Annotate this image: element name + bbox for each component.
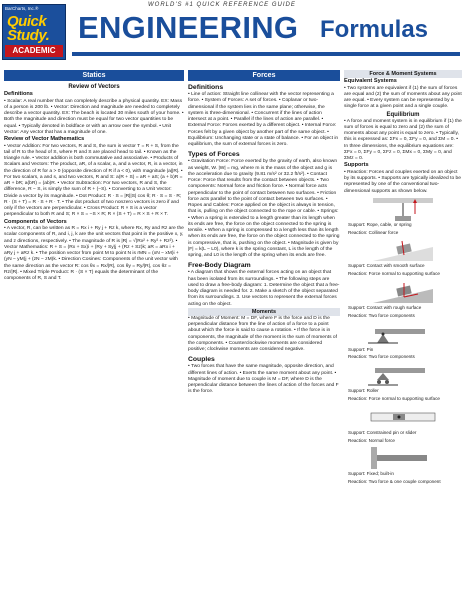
- reaction-label-1: Reaction: Force normal to supporting surface: [348, 271, 440, 277]
- page-header: [0, 0, 464, 68]
- slider-support-diagram: [344, 404, 462, 430]
- types-of-forces-text: • Gravitation Force: Force exerted by the gravity of earth, also known as weight, W. |W| = mg, where m is the mass of the object and g is the acceleration due to gravity (9.81 m/s² or 32.2 ft/s²). • Contact Force: Force that results from the contact between objects. • Two components: Normal force and friction force. • Normal force acts perpendicular to the point of contact between two surfaces. • Friction force acts parallel to the point of contact between two surfaces. • Ropes and Cables: Force applied on the object is always in tension, that is, pulling on the object connected to the rope or cable. • Springs: • When a spring is extended to a length greater than its length when its ends are free, the force on the object connected to the spring is tensile. • When a spring is compressed to a length less than its length when its ends are free, the force on the object connected to the spring is compressive, that is, pushing on the object. • Magnitude is given by |F| = k(L − L0), where k is the spring constant, L is the length of the spring, and L0 is the length of the spring when its ends are free.: [188, 159, 340, 258]
- reaction-label-3: Reaction: Two force components: [348, 354, 415, 360]
- support-label-5: Support: Constrained pin or slider: [348, 429, 417, 435]
- force-moment-systems-banner: Force & Moment Systems: [344, 70, 462, 78]
- tagline: WORLD'S #1 QUICK REFERENCE GUIDE: [148, 2, 296, 8]
- publisher-name: BarCharts, Inc.®: [5, 6, 39, 11]
- equilibrium-text: • A force and moment system is in equilibrium if (1) the sum of forces is equal to zero and (2) the sum of moments about any point is equal to zero. • Typically, this is expressed as: ΣFx = 0, ΣFy = 0, and ΣM = 0. • In three dimensions, the equilibrium equations are: ΣFx = 0, ΣFy = 0, ΣFz = 0, ΣMx = 0, ΣMy = 0, and ΣMz = 0.: [344, 118, 462, 161]
- free-body-diagram-heading: Free-Body Diagram: [188, 262, 251, 270]
- statics-banner: Statics: [4, 70, 184, 81]
- components-heading: Components of Vectors: [4, 218, 67, 225]
- review-of-vectors-heading: Review of Vectors: [68, 84, 120, 90]
- vector-math-heading: Review of Vector Mathematics: [4, 136, 85, 142]
- pin-support-diagram: [344, 321, 462, 347]
- supports-heading: Supports: [344, 162, 369, 169]
- components-text: • A vector, R, can be written as R = Rx i + Ry j + Rz k, where Rx, Ry and Rz are the scalar components of R, and i, j, k are the unit vectors that point in the positive x, y, and z directions, respectively. • The magnitude of R is |R| = √(Rx² + Ry² + Rz²). • Vector Mathematics: R + S = (Rx + Sx)i + (Ry + Sy)j + (Rz + Sz)k; aR = aRx i + aRy j + aRz k. • The position vector from point M to point N is rMN = (xN − xM)i + (yN − yM)j + (zN − zM)k. • Direction Cosines: Components of the unit vector with the same direction as the vector R: cos θx = Rx/|R|, cos θy = Ry/|R|, cos θz = Rz/|R|. • Mixed Triple Product: R · (S × T) equals the determinant of the components of R, S and T.: [4, 226, 184, 281]
- definitions-text: • Scalar: A real number that can completely describe a physical quantity. EX: Mass of a person is 200 lb. • Vector: Direction and magnitude are needed to completely describe a vector quantity. EX: The beach is located 30 miles south of your home. • Both the magnitude and direction must be equal for two vector quantities to be equal. • Typically denoted in boldface or with an arrow over the symbol. • Unit Vector: Any vector that has a magnitude of one.: [4, 98, 184, 135]
- forces-column: [188, 70, 340, 600]
- reaction-label-2: Reaction: Two force components: [348, 312, 415, 318]
- rough-surface-diagram: [344, 279, 462, 305]
- forces-definitions-heading: Definitions: [188, 84, 224, 91]
- moments-text: • Magnitude of Moment: M = DF, where F is the force and D is the perpendicular distance from the line of action of a force to a point about which the force is said to cause a rotation. • If the force is in components, the magnitude of the moment is the sum of moments of the components. • Counterclockwise moments are considered positive; clockwise moments are considered negative.: [188, 315, 337, 352]
- force-moment-systems-column: [344, 70, 462, 600]
- fixed-support-diagram: [344, 445, 462, 471]
- logo-academic-band: ACADEMIC: [5, 45, 63, 57]
- equivalent-systems-heading: Equivalent Systems: [344, 78, 397, 84]
- statics-column: [4, 70, 184, 600]
- quickstudy-logo: [2, 4, 66, 60]
- support-label-1: Support: Contact with smooth surface: [348, 263, 425, 269]
- moments-banner: Moments: [188, 308, 340, 316]
- title-underline: [72, 52, 460, 56]
- support-label-4: Support: Roller: [348, 388, 379, 394]
- free-body-diagram-text: • A diagram that shows the external forces acting on an object that has been isolated from its surroundings. • The following steps are used to draw a free-body diagram: 1. Determine the object that a free-body diagram is needed for. 2. Make a sketch of the object separated from its surroundings. 3. Use vectors to represent the external forces acting on the object.: [188, 270, 340, 307]
- reaction-label-4: Reaction: Force normal to supporting surface: [348, 395, 440, 401]
- support-label-6: Support: Fixed; built-in: [348, 471, 394, 477]
- reaction-label-6: Reaction: Two force & one couple component: [348, 479, 441, 485]
- support-label-2: Support: Contact with rough surface: [348, 304, 422, 310]
- definitions-heading: Definitions: [4, 91, 33, 97]
- types-of-forces-heading: Types of Forces: [188, 151, 240, 159]
- roller-support-diagram: [344, 362, 462, 388]
- supports-text: • Reaction: Forces and couples exerted on an object by its supports. • Supports are typically idealized to be represented by one of the conventional two-dimensional supports as shown below.: [344, 169, 461, 194]
- equilibrium-heading: Equilibrium: [386, 111, 420, 118]
- couples-text: • Two forces that have the same magnitude, opposite direction, and different lines of action. • Exerts the same moment about any point. • Magnitude of moment due to couple is M = DF, where D is the perpendicular distance between the lines of action of the forces and F is the force.: [188, 364, 339, 395]
- reaction-label-5: Reaction: Normal force: [348, 437, 395, 443]
- couples-heading: Couples: [188, 356, 215, 364]
- vector-math-text: • Vector Addition: For two vectors, R and S, the sum is vector T = R + S, from the tail of R to the head of S, where R and S are placed head to tail. • Known as the triangle rule. • Vector addition is both commutative and associative. • Products of Scalars and Vectors: The product, aR, of a scalar, a, and a vector, R, is a vector, in the direction of R for a > 0 (opposite direction of R if a < 0), with magnitude |a||R|. • For two scalars, a and s, and two vectors, R and S: a(R + S) = aR + aS; (a + b)R = aR + bR; a(bR) = (ab)R. • Vector Subtraction: For two vectors, R and S, the difference, R − S, is simply the sum of R + (−S). • Converting to a Unit Vector: Divide a vector by its magnitude. • Dot Product: R · S = |R||S| cos θ; R · S = S · R; R · (S + T) = R · S + R · T. • The dot product of two nonzero vectors is zero if and only if the vectors are perpendicular. • Cross Product: R × S is a vector perpendicular to both R and S; R × S = −S × R; R × (S + T) = R × S + R × T.: [4, 143, 183, 218]
- reaction-label-0: Reaction: Collinear force: [348, 229, 399, 235]
- support-label-3: Support: Pin: [348, 346, 374, 352]
- equivalent-systems-text: • Two systems are equivalent if (1) the sum of forces are equal and (2) the sum of moments about any point are equal. • Every system can be represented by a single force at a given point and a single couple.: [344, 85, 462, 110]
- logo-quick-text: Quick: [7, 13, 47, 30]
- smooth-surface-diagram: [344, 237, 462, 263]
- rope-support-diagram: [344, 196, 462, 222]
- support-label-0: Support: Rope, cable, or spring: [348, 221, 412, 227]
- forces-definitions-text: • Line of action: Straight line collinear with the vector representing a force. • System of Forces: A set of forces. • Coplanar or two-dimensional if the system lies in the same plane; otherwise, the system is three-dimensional. • Concurrent if the lines of action intersect at a point. • Parallel if the lines of action are parallel. • External Force: Forces exerted by a different object. • Internal Force: Forces felt by a given object by another part of the same object. • Equilibrium: Unchanging state or a state of balance. • For an object in equilibrium, the sum of external forces is zero.: [188, 92, 339, 147]
- page-subtitle: Formulas: [320, 16, 429, 43]
- forces-banner: Forces: [188, 70, 340, 81]
- page-title: ENGINEERING: [78, 10, 299, 45]
- logo-study-text: Study.: [7, 27, 50, 44]
